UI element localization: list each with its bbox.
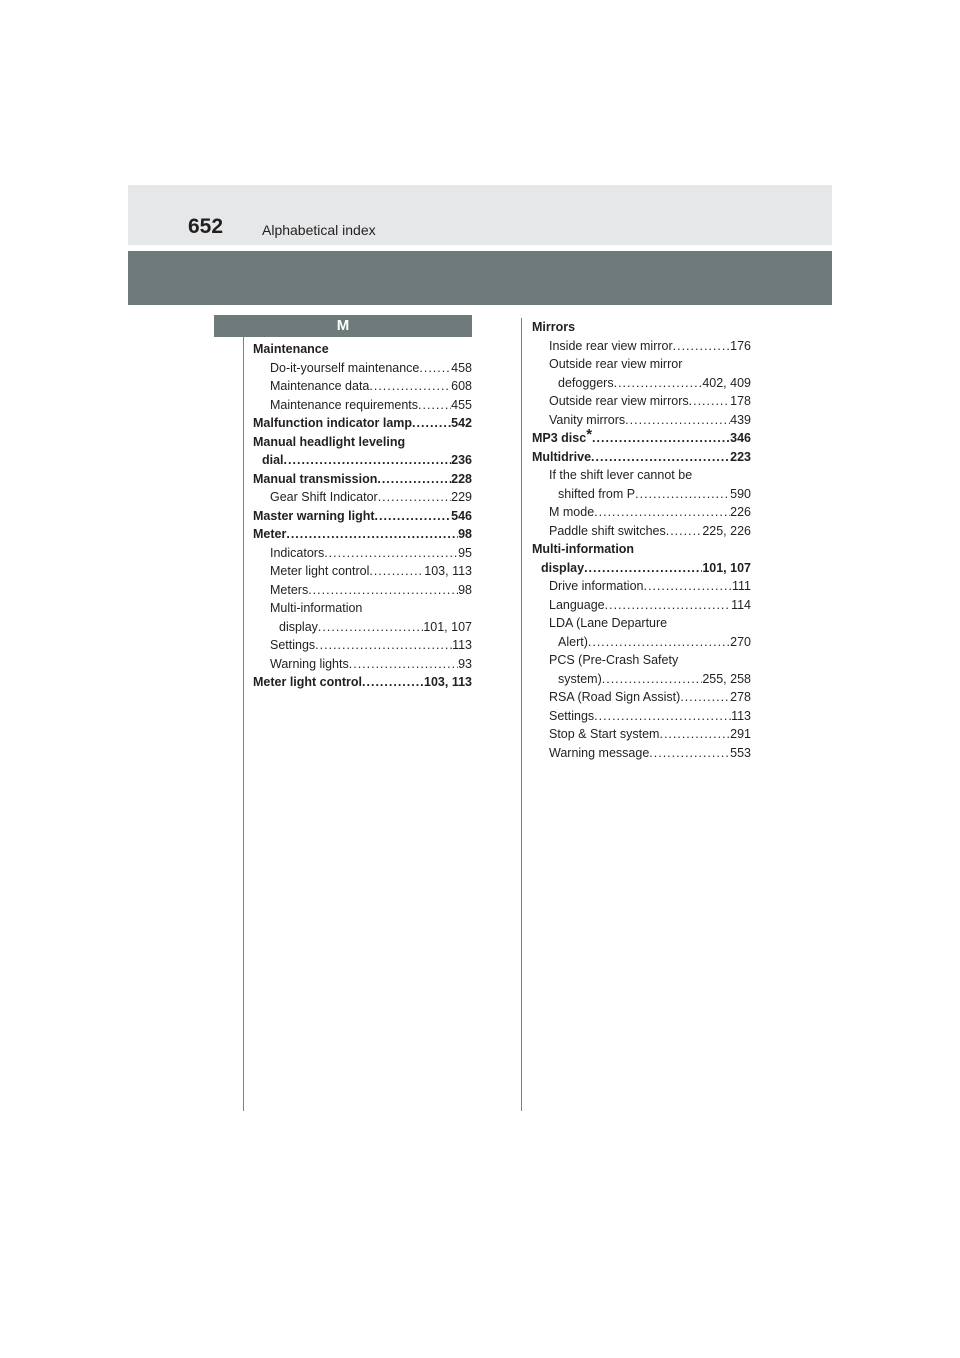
index-subentry-continuation[interactable]: display ..... 101, 107 [253, 618, 472, 637]
index-entry[interactable]: Maintenance [253, 342, 329, 356]
index-subentry[interactable]: Settings ..... 113 [253, 636, 472, 655]
index-subentry-continuation[interactable]: defoggers ..... 402, 409 [532, 374, 751, 393]
left-index-column [253, 340, 472, 692]
index-subentry-continuation[interactable]: system) ..... 255, 258 [532, 670, 751, 689]
index-subentry[interactable]: Settings ..... 113 [532, 707, 751, 726]
index-subentry[interactable]: Meters ..... 98 [253, 581, 472, 600]
index-entry[interactable]: Meter ..... 98 [253, 525, 472, 544]
index-subentry[interactable]: Stop & Start system ..... 291 [532, 725, 751, 744]
index-subentry[interactable]: Meter light control ..... 103, 113 [253, 562, 472, 581]
index-subentry[interactable]: Multi-information [270, 601, 363, 615]
index-subentry[interactable]: Inside rear view mirror ..... 176 [532, 337, 751, 356]
section-header [214, 315, 472, 337]
right-column-rule [521, 318, 522, 1111]
index-entry[interactable]: Multi-information [532, 542, 635, 556]
index-entry[interactable]: Mirrors [532, 320, 576, 334]
index-subentry[interactable]: If the shift lever cannot be [549, 468, 693, 482]
index-entry[interactable]: MP3 disc* ..... 346 [532, 429, 751, 448]
right-index-column [532, 318, 751, 762]
index-subentry[interactable]: Vanity mirrors ..... 439 [532, 411, 751, 430]
index-subentry[interactable]: PCS (Pre-Crash Safety [549, 653, 679, 667]
index-subentry[interactable]: Drive information ..... 111 [532, 577, 751, 596]
section-banner [128, 251, 832, 305]
index-subentry-continuation[interactable]: Alert) ..... 270 [532, 633, 751, 652]
index-entry[interactable]: Malfunction indicator lamp ..... 542 [253, 414, 472, 433]
index-subentry-continuation[interactable]: shifted from P ..... 590 [532, 485, 751, 504]
page-number: 652 [188, 215, 224, 238]
index-subentry[interactable]: Warning message ..... 553 [532, 744, 751, 763]
index-subentry[interactable]: M mode ..... 226 [532, 503, 751, 522]
index-entry[interactable]: Meter light control ..... 103, 113 [253, 673, 472, 692]
index-entry[interactable]: Manual transmission ..... 228 [253, 470, 472, 489]
index-subentry[interactable]: Maintenance requirements ..... 455 [253, 396, 472, 415]
index-subentry[interactable]: Do-it-yourself maintenance ..... 458 [253, 359, 472, 378]
index-entry-continuation[interactable]: dial ..... 236 [253, 451, 472, 470]
index-subentry[interactable]: Gear Shift Indicator ..... 229 [253, 488, 472, 507]
footnote-star: * [586, 425, 593, 443]
section-letter: M [336, 317, 350, 334]
index-entry[interactable]: Master warning light ..... 546 [253, 507, 472, 526]
index-subentry[interactable]: Paddle shift switches ..... 225, 226 [532, 522, 751, 541]
index-subentry[interactable]: LDA (Lane Departure [549, 616, 668, 630]
index-entry-continuation[interactable]: display ..... 101, 107 [532, 559, 751, 578]
index-subentry[interactable]: Outside rear view mirror [549, 357, 683, 371]
index-subentry[interactable]: RSA (Road Sign Assist) ..... 278 [532, 688, 751, 707]
index-subentry[interactable]: Indicators ..... 95 [253, 544, 472, 563]
page-title: Alphabetical index [262, 222, 376, 238]
index-subentry[interactable]: Language ..... 114 [532, 596, 751, 615]
left-column-rule [243, 337, 244, 1111]
index-subentry[interactable]: Maintenance data ..... 608 [253, 377, 472, 396]
header-band [128, 185, 832, 245]
index-subentry[interactable]: Outside rear view mirrors ..... 178 [532, 392, 751, 411]
index-subentry[interactable]: Warning lights ..... 93 [253, 655, 472, 674]
index-entry[interactable]: Multidrive ..... 223 [532, 448, 751, 467]
index-entry[interactable]: Manual headlight leveling [253, 434, 406, 449]
